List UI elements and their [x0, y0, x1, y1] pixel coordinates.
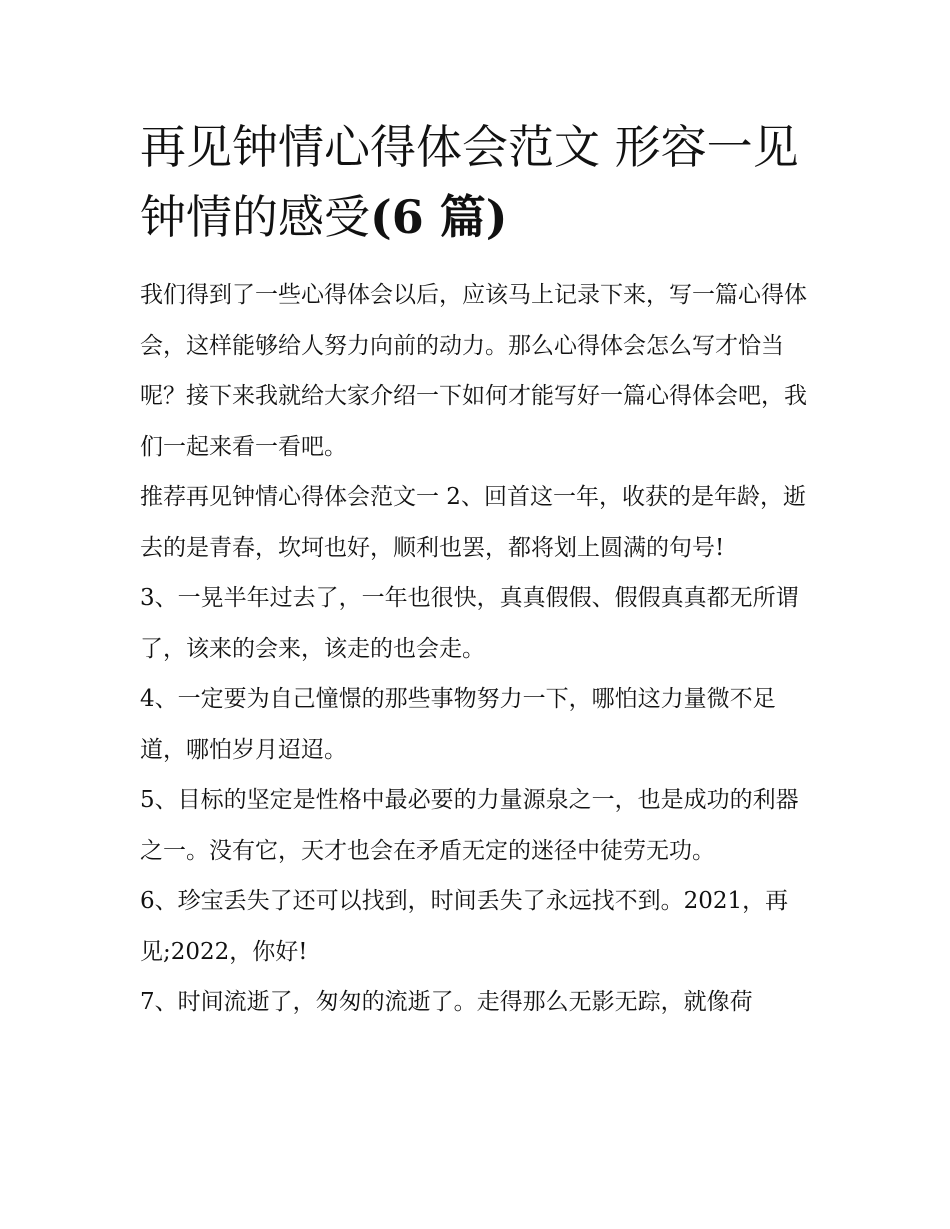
document-content	[140, 112, 820, 1028]
paragraph-item-7: 7、时间流逝了，匆匆的流逝了。走得那么无影无踪，就像荷	[140, 989, 753, 1015]
paragraph-item-3: 3、一晃半年过去了，一年也很快，真真假假、假假真真都无所谓了，该来的会来，该走的也会走。	[140, 585, 799, 662]
paragraph-item-2: 推荐再见钟情心得体会范文一 2、回首这一年，收获的是年龄，逝去的是青春，坎坷也好，顺利也罢，都将划上圆满的句号!	[140, 484, 806, 561]
paragraph-item-6: 6、珍宝丢失了还可以找到，时间丢失了永远找不到。2021，再见;2022，你好!	[140, 888, 789, 965]
title-suffix: (6 篇)	[370, 190, 508, 244]
paragraph-intro: 我们得到了一些心得体会以后，应该马上记录下来，写一篇心得体会，这样能够给人努力向前的动力。那么心得体会怎么写才恰当呢？接下来我就给大家介绍一下如何才能写好一篇心得体会吧，我们一起来看一看吧。	[140, 282, 807, 460]
paragraph-item-5: 5、目标的坚定是性格中最必要的力量源泉之一，也是成功的利器之一。没有它，天才也会在矛盾无定的迷径中徒劳无功。	[140, 787, 799, 864]
title-text: 再见钟情心得体会范文 形容一见钟情的感受	[140, 120, 799, 244]
paragraph-item-4: 4、一定要为自己憧憬的那些事物努力一下，哪怕这力量微不足道，哪怕岁月迢迢。	[140, 686, 776, 763]
document-title	[140, 112, 820, 252]
